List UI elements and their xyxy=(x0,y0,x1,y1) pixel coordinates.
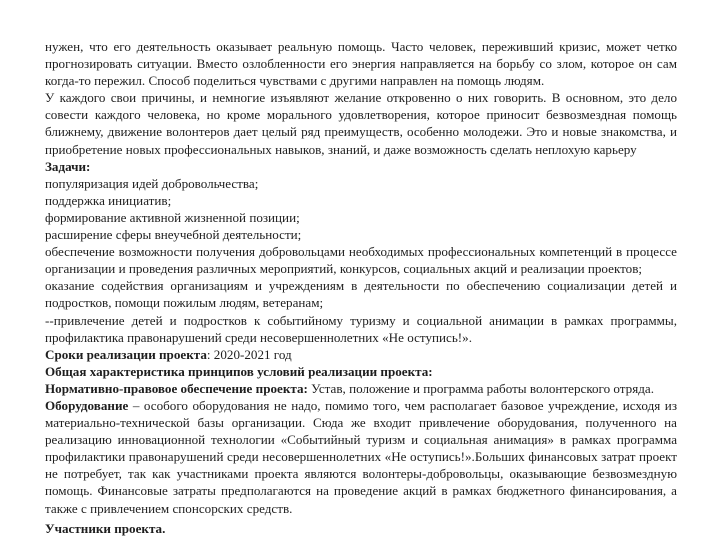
timeline-label: Сроки реализации проекта xyxy=(45,346,207,362)
document-page xyxy=(45,38,677,537)
tasks-list xyxy=(45,175,677,346)
legal-line xyxy=(45,380,677,397)
intro-paragraph-1: нужен, что его деятельность оказывает реальную помощь. Часто человек, переживший кризис, может четко прогнозировать ситуации. Вместо озлобленности его энергия направляется на борьбу со злом, которое он сам когда-то пережил. Способ поделиться чувствами с другими направлен на помощь людям. xyxy=(45,39,677,89)
task-item: популяризация идей добровольчества; xyxy=(45,175,259,191)
participants-heading: Участники проекта. xyxy=(45,520,166,536)
task-item: оказание содействия организациям и учреждениям в деятельности по обеспечению социализации детей и подростков, помощи пожилым людям, ветеранам; xyxy=(45,278,677,311)
timeline-value: : 2020-2021 год xyxy=(206,346,292,362)
equipment-value: – особого оборудования не надо, помимо того, чем располагает базовое учреждение, исходя из материально-технической базы организации. Сюда же входит привлечение оборудования, полученного на реализацию инновационной технологии «Событийный туризм и социальная анимация» в рамках программа профилактики правонарушений среди несовершеннолетних «Не оступись!».Больших финансовых затрат проект не потребует, так как участниками проекта являются волонтеры-добровольцы, оказывающие безвозмездную помощь. Финансовые затраты предполагаются на проведение акций в рамках бюджетного финансирования, а также с привлечением спонсорских средств. xyxy=(45,397,677,516)
principles-heading: Общая характеристика принципов условий реализации проекта: xyxy=(45,363,433,379)
task-item: поддержка инициатив; xyxy=(45,192,172,208)
task-item: расширение сферы внеучебной деятельности; xyxy=(45,227,302,243)
equipment-label: Оборудование xyxy=(45,397,129,413)
task-item: формирование активной жизненной позиции; xyxy=(45,209,300,225)
tasks-heading: Задачи: xyxy=(45,158,91,174)
task-item: обеспечение возможности получения добровольцами необходимых профессиональных компетенций в процессе организации и проведения различных мероприятий, конкурсов, социальных акций и реализации проектов; xyxy=(45,244,677,277)
intro-paragraph-2: У каждого свои причины, и немногие изъявляют желание откровенно о них говорить. В основном, это дело совести каждого человека, но кроме морального удовлетворения, которое приносит безвозмездная помощь ближнему, движение волонтеров дает целый ряд преимуществ, особенно молодежи. Это и новые знакомства, и приобретение новых профессиональных навыков, знаний, и даже возможность сделать неплохую карьеру xyxy=(45,90,677,157)
task-item: --привлечение детей и подростков к событийному туризму и социальной анимации в рамках программы, профилактика правонарушений среди несовершеннолетних «Не оступись!». xyxy=(45,312,677,345)
equipment-paragraph xyxy=(45,397,677,517)
legal-value: Устав, положение и программа работы волонтерского отряда. xyxy=(307,380,654,396)
timeline-line xyxy=(45,346,677,363)
legal-label: Нормативно-правовое обеспечение проекта: xyxy=(45,380,308,396)
